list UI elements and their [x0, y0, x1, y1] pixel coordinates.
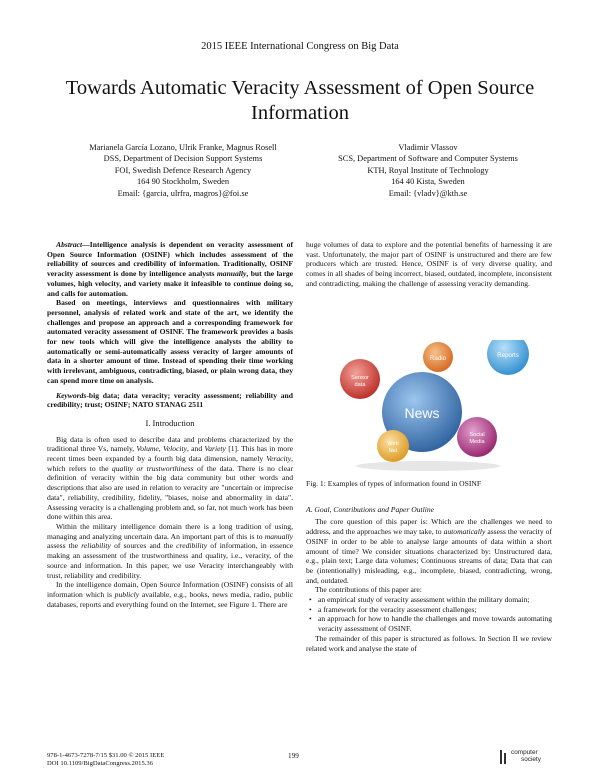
- logo-mark-icon: [497, 748, 509, 768]
- label-radio: Radio: [429, 355, 447, 362]
- label-social-line2: Media: [469, 439, 485, 445]
- right-top-paragraph: huge volumes of data to explore and the potential benefits of harnessing it are vast. Unfortunately, the major part of OSINF is unstructured and there are few producers which are trusted. Hence, OSINF is of very diverse quality, and comes in all shades of being incorrect, biased, outdated, incomplete, inconsistent and contradicting, making the challenge of assessing veracity demanding.: [306, 240, 552, 288]
- label-web-net: [387, 441, 398, 454]
- right-column-bottom: [306, 479, 552, 653]
- left-column: [47, 240, 293, 609]
- author-dept: DSS, Department of Decision Support Systems: [103, 154, 263, 164]
- author-dept: SCS, Department of Software and Computer Systems: [338, 154, 518, 164]
- label-reports: Reports: [497, 352, 519, 359]
- computer-society-logo: [497, 746, 557, 770]
- right-column-top: [306, 240, 552, 289]
- paper-title: Towards Automatic Veracity Assessment of Open Source Information: [65, 77, 535, 124]
- label-sensor-line1: Sensor: [351, 375, 369, 381]
- footer-isbn: 978-1-4673-7278-7/15 $31.00 © 2015 IEEE: [47, 752, 165, 759]
- logo-text: [511, 750, 541, 763]
- intro-heading: I. Introduction: [145, 417, 195, 428]
- intro-p1: Big data is often used to describe data and problems characterized by the traditional three Vs, namely, Volume, Velocity, and Variety [1]. This has in more recent times been expanded by a fourth big data dimension, namely Veracity, which refers to the quality or trustworthiness of the data. There is no clear definition of veracity within the big data community but other words and descriptions that also are used in relation to veracity are "uncertain or imprecise data", reliability, credibility, fidelity, "biases, noise and abnormality in data". Assessing veracity is a challenging problem and, so far, not much work has been done within this area.: [47, 434, 294, 522]
- author-org: KTH, Royal Institute of Technology: [367, 165, 489, 175]
- author-city: 164 40 Kista, Sweden: [391, 177, 465, 187]
- logo-line2: society: [521, 755, 541, 763]
- label-sensor-line2: data: [354, 382, 366, 388]
- author-block-1: [58, 142, 308, 199]
- section-a-heading: A. Goal, Contributions and Paper Outline: [306, 504, 435, 514]
- intro-p3: In the intelligence domain, Open Source Information (OSINF) consists of all information which is publicly available, e.g., books, news media, radio, public databases, reports and everything found on the Internet, see Figure 1. There are: [47, 580, 293, 609]
- figure-caption: Fig. 1: Examples of types of information found in OSINF: [306, 479, 482, 488]
- abstract-p1: Abstract—Intelligence analysis is dependent on veracity assessment of Open Source Information (OSINF) which includes assessment of the reliability of sources and credibility of information. Traditionally, OSINF veracity assessment is done by intelligence analysts manually, but the large volumes, high velocity, and variety make it infeasible to continue doing so, and calls for automation.: [47, 240, 294, 298]
- label-social-media: [469, 432, 485, 445]
- section-a-p1: The core question of this paper is: Which are the challenges we need to address, and the approaches we may take, to automatically assess the veracity of OSINF in order to be able to analyse large amounts of data within a short amount of time? We consider situations characterized by: Unstructured data, e.g., plain text; Large data volumes; Continuous streams of data; Data that can be (intentionally) misleading, e.g., incomplete, biased, contradicting, wrong, and, outdated.: [306, 517, 552, 585]
- author-email: Email: {vladv}@kth.se: [388, 188, 468, 198]
- list-item: • a framework for the veracity assessment challenges;: [306, 605, 552, 615]
- label-social-line1: Social: [469, 432, 485, 438]
- list-item: • an empirical study of veracity assessment within the military domain;: [306, 595, 552, 605]
- footer-copyright: [47, 752, 164, 768]
- conference-header: 2015 IEEE International Congress on Big Data: [201, 41, 399, 52]
- author-names: Vladimir Vlassov: [398, 143, 458, 152]
- label-web-line2: Net: [388, 448, 398, 454]
- abstract-p2: Based on meetings, interviews and questionnaires with military personnel, analysis of related work and state of the art, we identify the challenges and propose an approach and a corresponding framework for automated veracity assessment of OSINF. The framework provides a basis for new tools which will give the intelligence analysts the ability to automatically or semi-automatically assess veracity of larger amounts of data in a shorter amount of time. Instead of spending their time working with irrelevant, ambiguous, contradicting, biased, or plain wrong data, they can spend more time on analysis.: [47, 298, 293, 385]
- author-block-2: [303, 142, 553, 199]
- figure-shadow: [356, 461, 500, 471]
- label-news: News: [404, 405, 440, 421]
- osinf-figure: [340, 340, 530, 472]
- author-names: Marianela García Lozano, Ulrik Franke, Magnus Rosell: [89, 143, 277, 152]
- author-email: Email: {garcia, ulrfra, magros}@foi.se: [117, 188, 249, 198]
- keywords: Keywords-big data; data veracity; veracity assessment; reliability and credibility; trust; OSINF; NATO STANAG 2511: [47, 390, 293, 410]
- section-a-p3: The remainder of this paper is structured as follows. In Section II we review related work and analyse the state of: [306, 633, 552, 653]
- section-a-p2: The contributions of this paper are:: [315, 585, 422, 595]
- label-web-line1: Web: [387, 441, 399, 447]
- intro-p2: Within the military intelligence domain there is a long tradition of using, managing and analyzing uncertain data. An important part of this is to manually assess the reliability of sources and the credibility of information, in essence making an assessment of the trustworthiness and quality, i.e., veracity, of the source and information. In this paper, we use Veracity interchangeably with trust, reliability and credibility.: [47, 521, 294, 580]
- logo-line1: computer: [511, 749, 538, 756]
- list-item: • an approach for how to handle the challenges and move towards automating veracity assessment of OSINF.: [306, 614, 552, 633]
- author-city: 164 90 Stockholm, Sweden: [136, 177, 230, 187]
- contributions-list: [306, 595, 552, 634]
- footer-doi: DOI 10.1109/BigDataCongress.2015.36: [47, 760, 153, 767]
- author-org: FOI, Swedish Defence Research Agency: [114, 165, 252, 175]
- page-number: 199: [288, 752, 299, 760]
